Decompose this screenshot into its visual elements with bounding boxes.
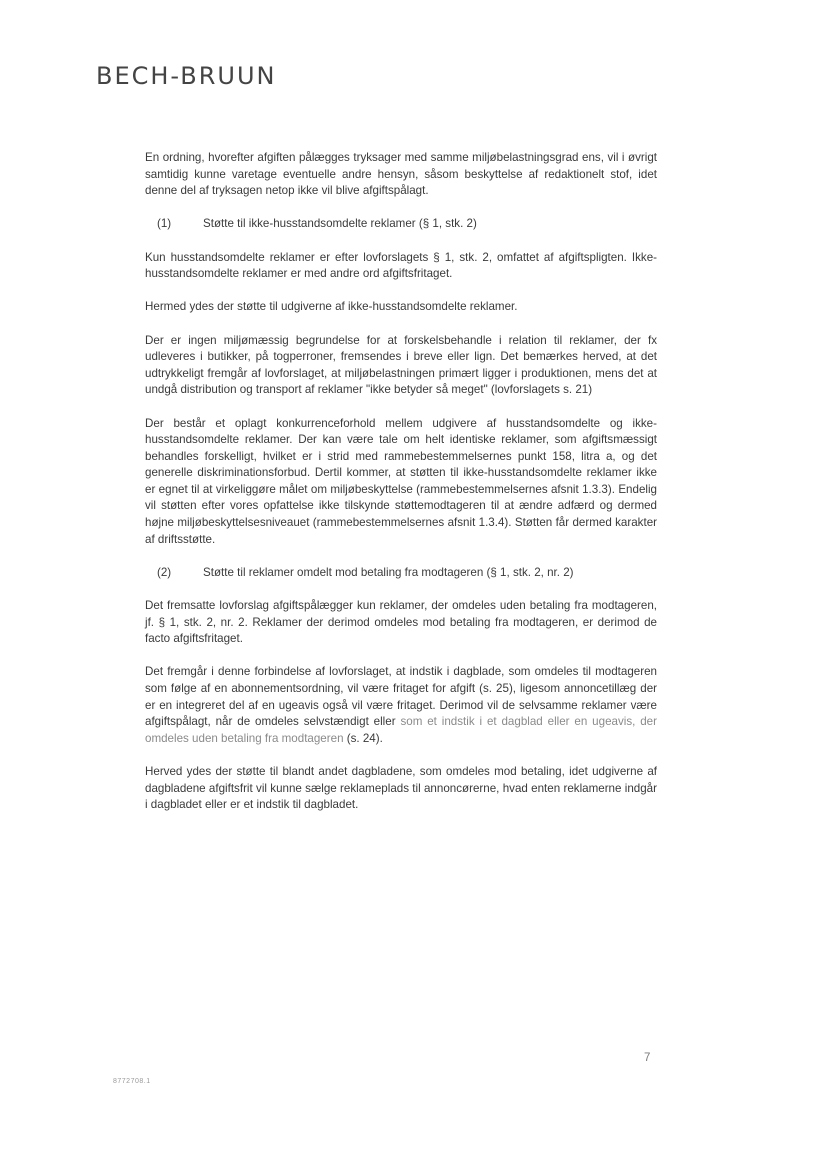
- page-number: 7: [644, 1052, 651, 1064]
- paragraph-indstik-end: (s. 24).: [346, 731, 383, 745]
- paragraph-lovforslag: Det fremsatte lovforslag afgiftspålægger kun reklamer, der omdeles uden betaling fra modtageren, jf. § 1, stk. 2, nr. 2. Reklamer der derimod omdeles mod betaling fra modtageren, er derimod de facto afgiftsfritaget.: [145, 599, 657, 646]
- paragraph-hermed: Hermed ydes der støtte til udgiverne af ikke-husstandsomdelte reklamer.: [145, 300, 518, 314]
- paragraph-miljoe: Der er ingen miljømæssig begrundelse for at forskelsbehandle i relation til reklamer, der fx udleveres i butikker, på togperroner, fremsendes i breve eller lign. Det bemærkes herved, at det udtrykkeligt fremgår af lovforslaget, at miljøbelastningen primært ligger i produktionen, mens det at undgå distribution og transport af reklamer "ikke betyder så meget" (lovforslagets s. 21): [145, 333, 657, 397]
- paragraph-konkurrence: Der består et oplagt konkurrenceforhold mellem udgivere af husstandsomdelte og ikke-husstandsomdelte reklamer. Der kan være tale om helt identiske reklamer, som afgiftsmæssigt behandles forskelligt, hvilket er i strid med rammebestemmelsernes punkt 158, litra a, og det generelle diskriminationsforbud. Dertil kommer, at støtten til ikke-husstandsomdelte reklamer ikke er egnet til at virkeliggøre målet om miljøbeskyttelse (rammebestemmelsernes afsnit 1.3.3). Endelig vil støtten efter vores opfattelse ikke tilskynde støttemodtageren til at ændre adfærd og dermed højne miljøbeskyttelsesniveauet (rammebestemmelsernes afsnit 1.3.4). Støtten får dermed karakter af driftsstøtte.: [145, 416, 657, 546]
- paragraph-indstik: [145, 664, 657, 747]
- section-title: Støtte til ikke-husstandsomdelte reklamer (§ 1, stk. 2): [203, 217, 477, 231]
- bech-bruun-logo: BECH-BRUUN: [96, 62, 277, 90]
- section-heading-2: [145, 565, 657, 582]
- paragraph-indstik-faded: som et indstik i et dagblad eller en ugeavis, der omdeles uden betaling fra modtageren: [145, 715, 657, 745]
- paragraph-husstandsomdelte: Kun husstandsomdelte reklamer er efter lovforslagets § 1, stk. 2, omfattet af afgiftspligten. Ikke-husstandsomdelte reklamer er med andre ord afgiftsfritaget.: [145, 250, 657, 281]
- section-number: (1): [157, 217, 172, 231]
- paragraph-ordning: En ordning, hvorefter afgiften pålægges tryksager med samme miljøbelastningsgrad ens, vil i øvrigt samtidig kunne varetage eventuelle andre hensyn, såsom beskyttelse af redaktionelt stof, idet denne del af tryksagen netop ikke vil blive afgiftspålagt.: [145, 151, 657, 198]
- document-reference: 8772708.1: [113, 1078, 151, 1085]
- section-heading-1: [145, 216, 657, 233]
- section-title: Støtte til reklamer omdelt mod betaling fra modtageren (§ 1, stk. 2, nr. 2): [203, 565, 574, 579]
- paragraph-indstik-main: Det fremgår i denne forbindelse af lovforslaget, at indstik i dagblade, som omdeles til modtageren som følge af en abonnementsordning, vil være fritaget for afgift (s. 25), ligesom annoncetillæg der er en integreret del af en ugeavis også vil være fritaget. Derimod vil de selvsamme reklamer være afgiftspålagt, når de omdeles selvstændigt eller: [145, 665, 657, 729]
- section-number: (2): [157, 565, 172, 579]
- paragraph-dagblade: Herved ydes der støtte til blandt andet dagbladene, som omdeles mod betaling, idet udgiverne af dagbladene afgiftsfrit vil kunne sælge reklameplads til annoncørerne, hvad enten reklamerne indgår i dagbladet eller er et indstik til dagbladet.: [145, 764, 657, 812]
- document-body: [145, 150, 657, 830]
